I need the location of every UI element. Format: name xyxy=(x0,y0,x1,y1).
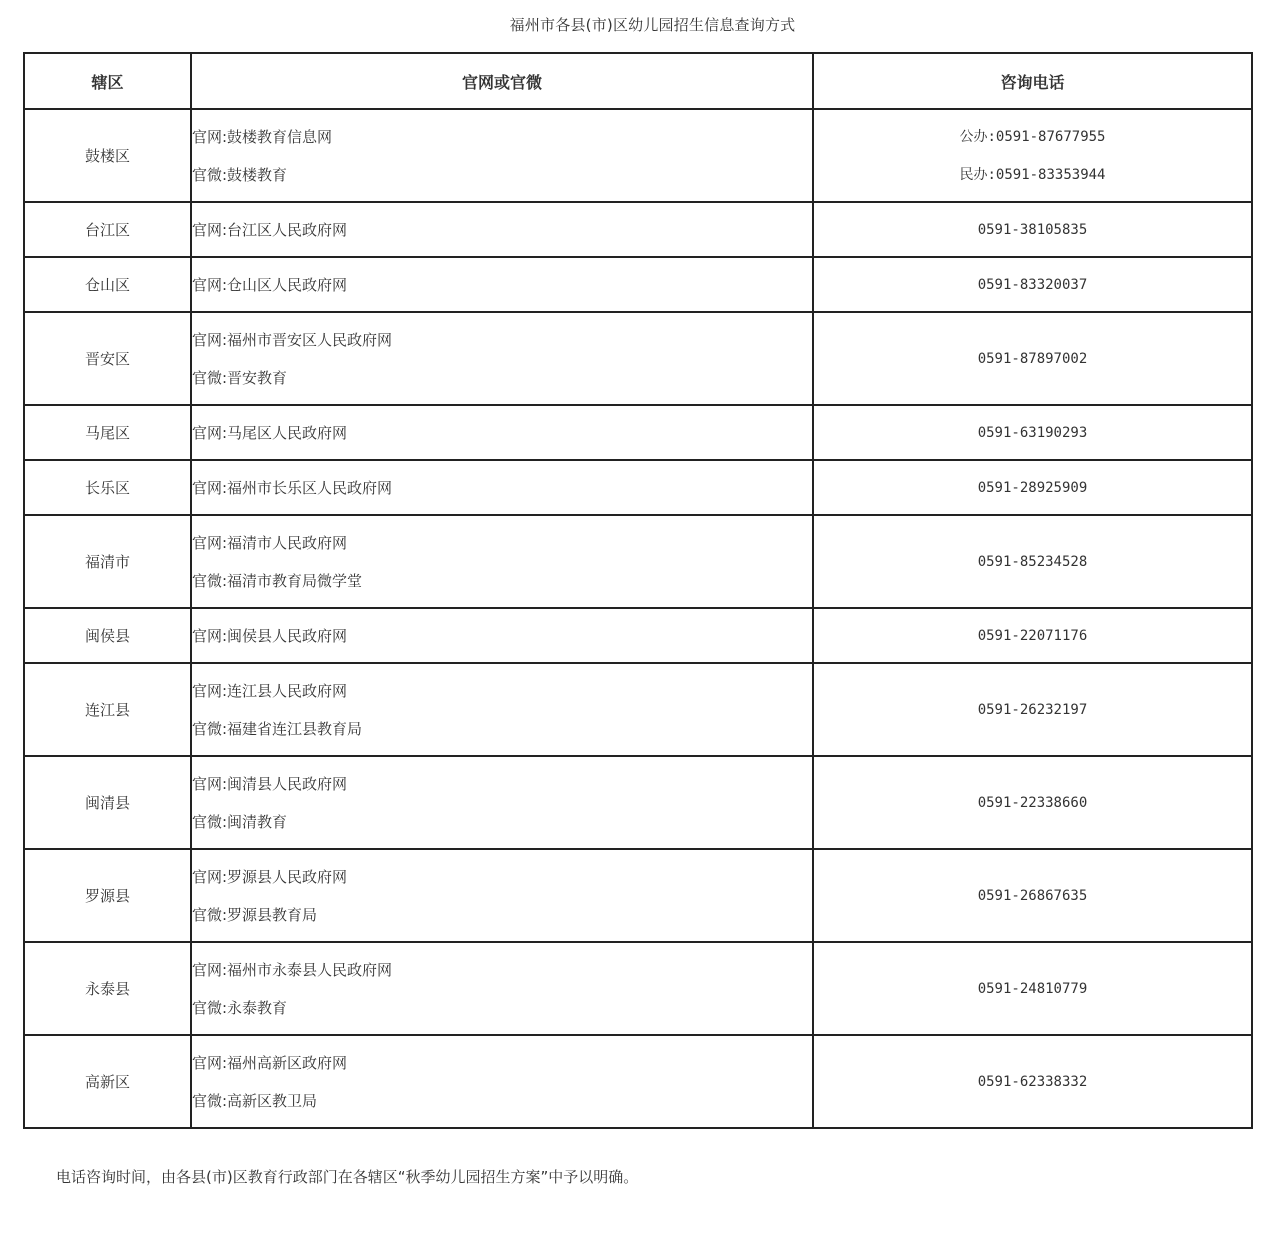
table-row xyxy=(24,515,1252,608)
site-line: 官网:福州高新区政府网 xyxy=(192,1053,348,1072)
district-cell: 高新区 xyxy=(24,1035,191,1128)
table-row xyxy=(24,663,1252,756)
table-row xyxy=(24,202,1252,257)
phone-cell xyxy=(813,608,1252,663)
phone-line: 公办:0591-87677955 xyxy=(959,128,1106,145)
phone-line: 0591-63190293 xyxy=(977,424,1088,441)
district-cell: 福清市 xyxy=(24,515,191,608)
site-line: 官微:福建省连江县教育局 xyxy=(192,719,363,738)
header-site: 官网或官微 xyxy=(191,53,813,109)
phone-cell xyxy=(813,849,1252,942)
phone-line: 0591-22338660 xyxy=(977,794,1088,811)
table-row xyxy=(24,756,1252,849)
site-line: 官网:罗源县人民政府网 xyxy=(192,867,348,886)
phone-cell xyxy=(813,942,1252,1035)
site-line: 官微:永泰教育 xyxy=(192,998,288,1017)
district-cell: 鼓楼区 xyxy=(24,109,191,202)
site-cell xyxy=(191,942,813,1035)
phone-cell xyxy=(813,756,1252,849)
table-header-row xyxy=(24,53,1252,109)
phone-cell xyxy=(813,109,1252,202)
district-cell: 罗源县 xyxy=(24,849,191,942)
district-cell: 长乐区 xyxy=(24,460,191,515)
phone-line: 0591-62338332 xyxy=(977,1073,1088,1090)
site-line: 官网:福州市晋安区人民政府网 xyxy=(192,330,393,349)
table-row xyxy=(24,460,1252,515)
site-line: 官微:高新区教卫局 xyxy=(192,1091,318,1110)
site-cell xyxy=(191,460,813,515)
phone-line: 0591-87897002 xyxy=(977,350,1088,367)
site-cell xyxy=(191,608,813,663)
phone-cell xyxy=(813,202,1252,257)
district-cell: 台江区 xyxy=(24,202,191,257)
phone-cell xyxy=(813,1035,1252,1128)
phone-cell xyxy=(813,405,1252,460)
site-cell xyxy=(191,109,813,202)
site-line: 官网:仓山区人民政府网 xyxy=(192,275,348,294)
enrollment-info-table xyxy=(23,52,1253,1129)
site-cell xyxy=(191,663,813,756)
site-line: 官网:鼓楼教育信息网 xyxy=(192,127,333,146)
district-cell: 闽清县 xyxy=(24,756,191,849)
table-row xyxy=(24,608,1252,663)
site-line: 官微:福清市教育局微学堂 xyxy=(192,571,363,590)
phone-line: 0591-38105835 xyxy=(977,221,1088,238)
site-cell xyxy=(191,202,813,257)
site-line: 官网:福清市人民政府网 xyxy=(192,533,348,552)
phone-cell xyxy=(813,515,1252,608)
site-cell xyxy=(191,312,813,405)
site-line: 官网:福州市长乐区人民政府网 xyxy=(192,478,393,497)
site-line: 官网:福州市永泰县人民政府网 xyxy=(192,960,393,979)
site-line: 官网:台江区人民政府网 xyxy=(192,220,348,239)
table-row xyxy=(24,942,1252,1035)
footnote: 电话咨询时间，由各县(市)区教育行政部门在各辖区“秋季幼儿园招生方案”中予以明确。 xyxy=(56,1168,639,1186)
district-cell: 晋安区 xyxy=(24,312,191,405)
phone-line: 0591-83320037 xyxy=(977,276,1088,293)
header-district: 辖区 xyxy=(24,53,191,109)
phone-line: 0591-26232197 xyxy=(977,701,1088,718)
district-cell: 仓山区 xyxy=(24,257,191,312)
phone-cell xyxy=(813,312,1252,405)
table-row xyxy=(24,109,1252,202)
phone-cell xyxy=(813,257,1252,312)
site-line: 官网:连江县人民政府网 xyxy=(192,681,348,700)
phone-line: 0591-26867635 xyxy=(977,887,1088,904)
table-body xyxy=(24,109,1252,1128)
table-row xyxy=(24,405,1252,460)
table-row xyxy=(24,1035,1252,1128)
site-line: 官网:闽清县人民政府网 xyxy=(192,774,348,793)
table-row xyxy=(24,312,1252,405)
table-row xyxy=(24,849,1252,942)
phone-line: 0591-22071176 xyxy=(977,627,1088,644)
phone-cell xyxy=(813,663,1252,756)
district-cell: 闽侯县 xyxy=(24,608,191,663)
phone-line: 0591-85234528 xyxy=(977,553,1088,570)
phone-line: 0591-28925909 xyxy=(977,479,1088,496)
site-line: 官网:马尾区人民政府网 xyxy=(192,423,348,442)
site-cell xyxy=(191,849,813,942)
district-cell: 马尾区 xyxy=(24,405,191,460)
header-phone: 咨询电话 xyxy=(813,53,1252,109)
site-line: 官微:罗源县教育局 xyxy=(192,905,318,924)
site-line: 官微:晋安教育 xyxy=(192,368,288,387)
site-cell xyxy=(191,1035,813,1128)
phone-line: 0591-24810779 xyxy=(977,980,1088,997)
site-line: 官微:鼓楼教育 xyxy=(192,165,288,184)
site-line: 官微:闽清教育 xyxy=(192,812,288,831)
site-cell xyxy=(191,257,813,312)
phone-cell xyxy=(813,460,1252,515)
phone-line: 民办:0591-83353944 xyxy=(959,166,1106,183)
site-cell xyxy=(191,756,813,849)
site-cell xyxy=(191,515,813,608)
table-row xyxy=(24,257,1252,312)
district-cell: 连江县 xyxy=(24,663,191,756)
site-cell xyxy=(191,405,813,460)
site-line: 官网:闽侯县人民政府网 xyxy=(192,626,348,645)
page-title: 福州市各县(市)区幼儿园招生信息查询方式 xyxy=(509,16,796,34)
district-cell: 永泰县 xyxy=(24,942,191,1035)
